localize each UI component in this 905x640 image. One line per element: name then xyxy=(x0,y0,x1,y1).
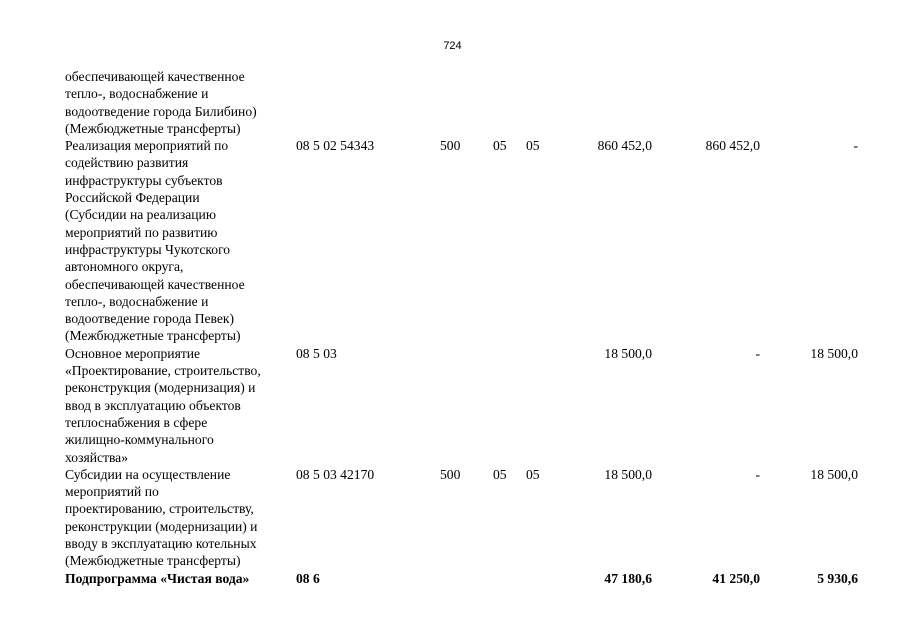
description-line: инфраструктуры Чукотского xyxy=(65,241,231,257)
description-line: Субсидии на осуществление xyxy=(65,466,231,482)
description-line: инфраструктуры субъектов xyxy=(65,172,223,188)
description-line: «Проектирование, строительство, xyxy=(65,363,261,379)
budget-code-cell: 08 6 xyxy=(296,570,320,586)
section-cell: 05 xyxy=(493,138,507,154)
description-line: (Субсидии на реализацию xyxy=(65,207,216,223)
total-sum-cell: 47 180,6 xyxy=(604,570,652,586)
total-sum-cell: 860 452,0 xyxy=(597,138,652,154)
description-line: содействию развития xyxy=(65,155,189,171)
description-line: жилищно-коммунального xyxy=(65,432,214,448)
description-line: Основное мероприятие xyxy=(65,345,201,361)
regional-sum-cell: 18 500,0 xyxy=(810,466,858,482)
description-line: Реализация мероприятий по xyxy=(65,138,229,154)
regional-sum-cell: - xyxy=(853,138,858,154)
federal-sum-cell: 41 250,0 xyxy=(712,570,760,586)
description-line: (Межбюджетные трансферты) xyxy=(65,553,241,569)
description-line: Российской Федерации xyxy=(65,190,200,206)
description-line: реконструкции (модернизации) и xyxy=(65,518,258,534)
description-line: (Межбюджетные трансферты) xyxy=(65,328,241,344)
description-line: теплоснабжения в сфере xyxy=(65,414,208,430)
expense-type-cell: 500 xyxy=(440,138,461,154)
description-line: реконструкция (модернизация) и xyxy=(65,380,256,396)
description-line: тепло-, водоснабжение и xyxy=(65,293,209,309)
description-line: мероприятий по xyxy=(65,484,159,500)
budget-code-cell: 08 5 02 54343 xyxy=(296,138,375,154)
description-line: водоотведение города Певек) xyxy=(65,311,235,327)
description-line: хозяйства» xyxy=(65,449,129,465)
description-line: водоотведение города Билибино) xyxy=(65,103,257,119)
expense-type-cell: 500 xyxy=(440,466,461,482)
description-line: ввод в эксплуатацию объектов xyxy=(65,397,241,413)
federal-sum-cell: - xyxy=(755,466,760,482)
section-cell: 05 xyxy=(493,466,507,482)
federal-sum-cell: 860 452,0 xyxy=(705,138,760,154)
page-number: 724 xyxy=(443,40,462,52)
subsection-cell: 05 xyxy=(526,138,540,154)
budget-code-cell: 08 5 03 42170 xyxy=(296,466,375,482)
description-cell xyxy=(65,137,245,345)
description-line: обеспечивающей качественное xyxy=(65,69,245,84)
description-line: (Межбюджетные трансферты) xyxy=(65,120,241,136)
subsection-cell: 05 xyxy=(526,466,540,482)
federal-sum-cell: - xyxy=(755,345,760,361)
total-sum-cell: 18 500,0 xyxy=(604,466,652,482)
description-line: автономного округа, xyxy=(65,259,184,275)
description-line: вводу в эксплуатацию котельных xyxy=(65,536,257,552)
total-sum-cell: 18 500,0 xyxy=(604,345,652,361)
description-line: тепло-, водоснабжение и xyxy=(65,86,209,102)
budget-code-cell: 08 5 03 xyxy=(296,345,337,361)
description-cell xyxy=(65,570,249,587)
description-cell xyxy=(65,466,257,570)
description-cell xyxy=(65,68,257,137)
description-line: мероприятий по развитию xyxy=(65,224,218,240)
regional-sum-cell: 18 500,0 xyxy=(810,345,858,361)
description-line: проектированию, строительству, xyxy=(65,501,254,517)
description-line: Подпрограмма «Чистая вода» xyxy=(65,570,250,586)
regional-sum-cell: 5 930,6 xyxy=(817,570,858,586)
description-cell xyxy=(65,345,261,466)
description-line: обеспечивающей качественное xyxy=(65,276,245,292)
